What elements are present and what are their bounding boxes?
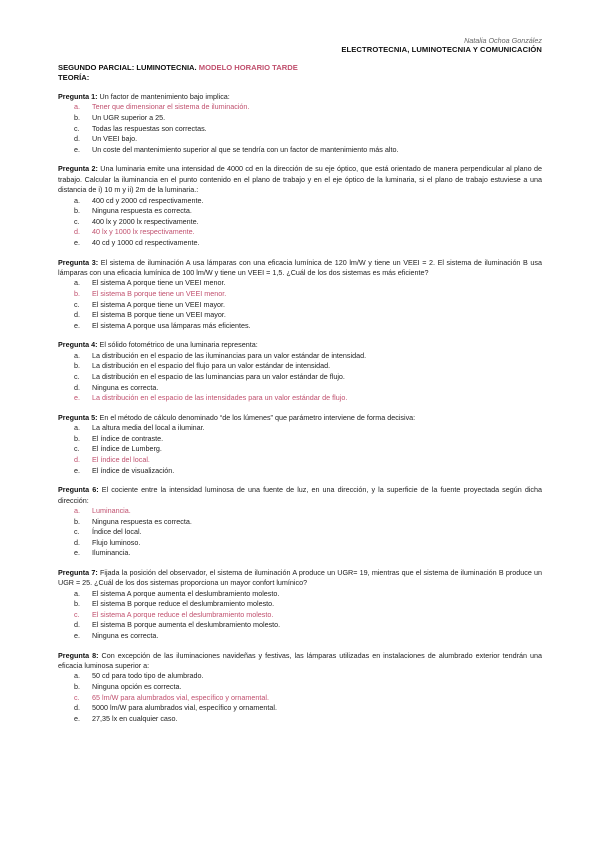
answer-option — [58, 124, 542, 135]
answer-option — [58, 113, 542, 124]
answer-option-correct — [58, 102, 542, 113]
option-text: 27,35 lx en cualquier caso. — [92, 713, 178, 723]
option-text: Ninguna opción es correcta. — [92, 682, 182, 692]
question-text — [58, 651, 542, 672]
answer-option-correct — [58, 693, 542, 704]
option-text: Ninguna respuesta es correcta. — [92, 206, 192, 216]
option-letter: b. — [74, 206, 80, 216]
answer-option — [58, 671, 542, 682]
answer-option — [58, 538, 542, 549]
option-list — [58, 671, 542, 724]
answer-option — [58, 589, 542, 600]
option-letter: d. — [74, 703, 80, 713]
option-text: Todas las respuestas son correctas. — [92, 123, 207, 133]
answer-option — [58, 527, 542, 538]
exam-model: MODELO HORARIO TARDE — [198, 63, 298, 72]
option-letter: e. — [74, 631, 80, 641]
answer-option — [58, 361, 542, 372]
option-letter: d. — [74, 310, 80, 320]
answer-option — [58, 599, 542, 610]
option-text: El índice de visualización. — [92, 465, 175, 475]
option-list — [58, 506, 542, 559]
option-letter: a. — [74, 423, 80, 433]
option-text: Ninguna es correcta. — [92, 382, 159, 392]
option-letter: c. — [74, 692, 80, 702]
answer-option — [58, 703, 542, 714]
question-statement: En el método de cálculo denominado “de los lúmenes” que parámetro interviene de forma decisiva: — [99, 412, 416, 422]
option-text: 40 cd y 1000 cd respectivamente. — [92, 237, 200, 247]
question-label: Pregunta 8: — [58, 650, 99, 660]
question-label: Pregunta 3: — [58, 257, 99, 267]
question-label: Pregunta 5: — [58, 412, 98, 422]
option-letter: c. — [74, 371, 80, 381]
question-label: Pregunta 1: — [58, 92, 98, 101]
option-text: La distribución en el espacio del flujo para un valor estándar de intensidad. — [92, 361, 331, 371]
option-text: El sistema B porque reduce el deslumbramiento molesto. — [92, 599, 275, 609]
exam-heading — [58, 63, 542, 73]
question-text — [58, 258, 542, 279]
option-letter: e. — [74, 320, 80, 330]
option-letter: b. — [74, 113, 80, 122]
question-1 — [58, 92, 542, 155]
option-letter: b. — [74, 599, 80, 609]
answer-option — [58, 351, 542, 362]
exam-title: SEGUNDO PARCIAL: LUMINOTECNIA. — [58, 63, 197, 72]
option-letter: d. — [74, 620, 80, 630]
option-text: 5000 lm/W para alumbrados vial, específico y ornamental. — [92, 703, 277, 713]
option-text: Índice del local. — [92, 527, 142, 537]
answer-option — [58, 145, 542, 156]
option-text: 400 cd y 2000 cd respectivamente. — [92, 195, 204, 205]
answer-option — [58, 238, 542, 249]
question-4 — [58, 340, 542, 403]
answer-option-correct — [58, 455, 542, 466]
question-label: Pregunta 4: — [58, 340, 98, 350]
answer-option — [58, 310, 542, 321]
answer-option — [58, 620, 542, 631]
option-text: El índice de Lumberg. — [92, 444, 162, 454]
option-letter: a. — [74, 671, 80, 681]
question-label: Pregunta 6: — [58, 485, 99, 495]
answer-option — [58, 444, 542, 455]
answer-option — [58, 548, 542, 559]
answer-option-correct — [58, 227, 542, 238]
option-letter: e. — [74, 465, 80, 475]
option-letter: e. — [74, 237, 80, 247]
option-letter: a. — [74, 102, 80, 112]
option-letter: d. — [74, 134, 80, 144]
question-text — [58, 413, 542, 423]
option-letter: b. — [74, 433, 80, 443]
option-letter: c. — [74, 609, 80, 619]
question-text — [58, 92, 542, 102]
option-letter: a. — [74, 505, 80, 515]
option-letter: d. — [74, 454, 80, 464]
question-7 — [58, 568, 542, 642]
answer-option — [58, 196, 542, 207]
answer-option — [58, 423, 542, 434]
answer-option — [58, 714, 542, 725]
answer-option — [58, 682, 542, 693]
option-letter: b. — [74, 288, 80, 298]
option-text: El sistema B porque tiene un VEEI mayor. — [92, 310, 226, 320]
option-text: Un VEEI bajo. — [92, 134, 138, 144]
option-letter: d. — [74, 537, 80, 547]
option-list — [58, 423, 542, 476]
option-letter: a. — [74, 278, 80, 288]
question-8 — [58, 651, 542, 725]
option-letter: d. — [74, 382, 80, 392]
option-letter: d. — [74, 227, 80, 237]
answer-option-correct — [58, 393, 542, 404]
answer-option-correct — [58, 289, 542, 300]
option-letter: c. — [74, 527, 80, 537]
answer-option — [58, 206, 542, 217]
option-text: Un coste del mantenimiento superior al que se tendría con un factor de mantenimiento más alto. — [92, 144, 399, 154]
course-title: ELECTROTECNIA, LUMINOTECNIA Y COMUNICACIÓN — [341, 45, 542, 54]
option-text: El sistema A porque aumenta el deslumbramiento molesto. — [92, 588, 280, 598]
question-statement: El sólido fotométrico de una luminaria representa: — [99, 340, 258, 350]
option-text: El índice del local. — [92, 454, 150, 464]
author-name: Natalia Ochoa González — [464, 36, 542, 45]
option-text: Iluminancia. — [92, 548, 131, 558]
answer-option — [58, 278, 542, 289]
option-letter: a. — [74, 195, 80, 205]
option-letter: b. — [74, 361, 80, 371]
answer-option — [58, 466, 542, 477]
option-letter: a. — [74, 350, 80, 360]
section-title: TEORÍA: — [58, 73, 90, 82]
option-letter: c. — [74, 444, 80, 454]
option-letter: c. — [74, 123, 80, 133]
option-text: Un UGR superior a 25. — [92, 113, 166, 122]
option-text: La altura media del local a iluminar. — [92, 423, 205, 433]
option-list — [58, 196, 542, 249]
option-list — [58, 102, 542, 155]
question-label: Pregunta 7: — [58, 567, 98, 577]
question-statement: Fijada la posición del observador, el sistema de iluminación A produce un UGR= 19, mientras que el sistema de iluminación B produce un UGR = 25. ¿Cuál de los dos sistemas proporciona un mayor confort lumínico? — [58, 567, 543, 588]
answer-option-correct — [58, 506, 542, 517]
option-text: El sistema A porque tiene un VEEI menor. — [92, 278, 226, 288]
answer-option — [58, 217, 542, 228]
answer-option — [58, 517, 542, 528]
answer-option-correct — [58, 610, 542, 621]
question-list — [58, 92, 542, 724]
option-letter: c. — [74, 216, 80, 226]
option-letter: e. — [74, 713, 80, 723]
answer-option — [58, 134, 542, 145]
question-text — [58, 340, 542, 350]
option-text: El sistema A porque tiene un VEEI mayor. — [92, 299, 226, 309]
question-2 — [58, 164, 542, 248]
option-text: Tener que dimensionar el sistema de iluminación. — [92, 102, 250, 112]
question-3 — [58, 258, 542, 332]
question-statement: El cociente entre la intensidad luminosa de una fuente de luz, en una dirección, y la superficie de la fuente proyectada según dicha dirección: — [58, 485, 543, 505]
option-text: Ninguna es correcta. — [92, 631, 159, 641]
option-letter: c. — [74, 299, 80, 309]
option-text: La distribución en el espacio de las intensidades para un valor estándar de flujo. — [92, 393, 348, 403]
answer-option — [58, 434, 542, 445]
option-text: Luminancia. — [92, 505, 131, 515]
option-letter: e. — [74, 393, 80, 403]
question-statement: Con excepción de las iluminaciones navideñas y festivas, las lámparas utilizadas en instalaciones de alumbrado exterior tendrán una eficacia luminosa superior a: — [58, 650, 542, 671]
question-statement: Un factor de mantenimiento bajo implica: — [99, 92, 230, 101]
option-text: El sistema A porque usa lámparas más eficientes. — [92, 320, 251, 330]
exam-page — [58, 36, 542, 724]
option-letter: b. — [74, 682, 80, 692]
option-letter: e. — [74, 144, 80, 154]
option-text: 50 cd para todo tipo de alumbrado. — [92, 671, 204, 681]
option-text: El sistema B porque aumenta el deslumbramiento molesto. — [92, 620, 281, 630]
question-text — [58, 164, 542, 195]
option-letter: e. — [74, 548, 80, 558]
option-text: 40 lx y 1000 lx respectivamente. — [92, 227, 195, 237]
answer-option — [58, 300, 542, 311]
option-letter: b. — [74, 516, 80, 526]
option-list — [58, 589, 542, 642]
question-text — [58, 485, 542, 506]
question-label: Pregunta 2: — [58, 164, 98, 174]
option-text: La distribución en el espacio de las luminancias para un valor estándar de flujo. — [92, 371, 345, 381]
option-list — [58, 278, 542, 331]
option-letter: a. — [74, 588, 80, 598]
option-text: Ninguna respuesta es correcta. — [92, 516, 192, 526]
option-text: Flujo luminoso. — [92, 537, 141, 547]
option-text: El sistema A porque reduce el deslumbramiento molesto. — [92, 609, 274, 619]
question-statement: El sistema de iluminación A usa lámparas con una eficacia lumínica de 120 lm/W y tiene un VEEI = 2. El sistema de iluminación B usa lámparas con una eficacia lumínica de 100 lm/W y tiene un VEEI = 1,5. ¿Cuál de los dos sistemas es más eficiente? — [58, 257, 542, 277]
answer-option — [58, 321, 542, 332]
answer-option — [58, 383, 542, 394]
question-6 — [58, 485, 542, 559]
question-statement: Una luminaria emite una intensidad de 4000 cd en la dirección de su eje óptico, que está orientado de manera perpendicular al plano de trabajo. Calcular la iluminancia en el punto contenido en el plano de trabajo y en el eje óptico de la luminaria, si el plano de trabajo estuviese a una distancia de i) 10 m y ii) 2m de la luminaria.: — [58, 164, 542, 195]
option-list — [58, 351, 542, 404]
option-text: 400 lx y 2000 lx respectivamente. — [92, 216, 199, 226]
answer-option — [58, 631, 542, 642]
answer-option — [58, 372, 542, 383]
question-5 — [58, 413, 542, 476]
option-text: El índice de contraste. — [92, 433, 164, 443]
option-text: La distribución en el espacio de las iluminancias para un valor estándar de intensidad. — [92, 350, 367, 360]
option-text: 65 lm/W para alumbrados vial, específico y ornamental. — [92, 692, 269, 702]
option-text: El sistema B porque tiene un VEEI menor. — [92, 288, 227, 298]
question-text — [58, 568, 542, 589]
